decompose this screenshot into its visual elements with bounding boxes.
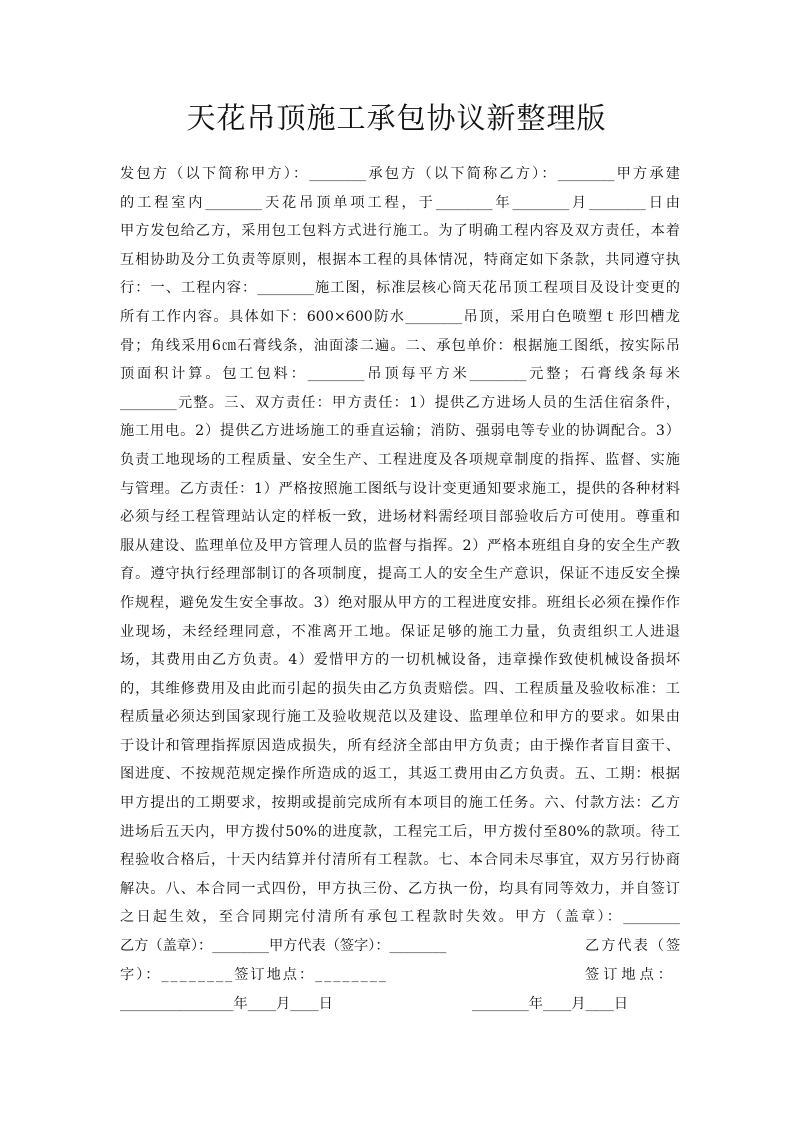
- body-line: 程验收合格后，十天内结算并付清所有工程款。七、本合同未尽事宜，双方另行协商: [120, 852, 680, 869]
- body-line: 甲方发包给乙方，采用包工包料方式进行施工。为了明确工程内容及双方责任，本着: [120, 223, 680, 240]
- body-line: 必须与经工程管理站认定的样板一致，进场材料需经项目部验收后方可使用。尊重和: [120, 509, 680, 526]
- body-line: 于设计和管理指挥原因造成损失，所有经济全部由甲方负责；由于操作者盲目蛮干、: [120, 737, 680, 754]
- body-line: 图进度、不按规范规定操作所造成的返工，其返工费用由乙方负责。五、工期：根据: [120, 766, 680, 783]
- body-line: 服从建设、监理单位及甲方管理人员的监督与指挥。2）严格本班组自身的安全生产教: [120, 537, 680, 554]
- document-body: [120, 160, 680, 932]
- body-line: 发包方（以下简称甲方）：________承包方（以下简称乙方）：________甲方承建: [120, 166, 680, 182]
- body-line: 场，其费用由乙方负责。4）爱惜甲方的一切机械设备，违章操作致使机械设备损坏: [120, 652, 680, 669]
- document-title: 天花吊顶施工承包协议新整理版: [186, 101, 607, 135]
- signature-date-right: ________年____月____日: [472, 996, 629, 1012]
- body-line: 行：一、工程内容：________施工图，标准层核心筒天花吊顶工程项目及设计变更的: [120, 280, 680, 297]
- body-line: 之日起生效，至合同期完付清所有承包工程款时失效。甲方（盖章）：________: [120, 909, 680, 926]
- body-line: 所有工作内容。具体如下：600×600防水________吊顶，采用白色喷塑ｔ形凹槽龙: [120, 308, 680, 325]
- signature-row-3: [120, 990, 680, 1019]
- body-line: 进场后五天内，甲方拨付50%的进度款，工程完工后，甲方拨付至80%的款项。待工: [120, 823, 680, 840]
- body-line: 程质量必须达到国家现行施工及验收规范以及建设、监理单位和甲方的要求。如果由: [120, 709, 680, 726]
- body-line: 的工程室内________天花吊顶单项工程，于________年________月________日由: [120, 194, 680, 211]
- body-line: 与管理。乙方责任：1）严格按照施工图纸与设计变更通知要求施工，提供的各种材料: [120, 480, 680, 497]
- signature-row-2: [120, 961, 680, 990]
- body-line: 施工用电。2）提供乙方进场施工的垂直运输；消防、强弱电等专业的协调配合。3）: [120, 423, 680, 440]
- body-line: ________元整。三、双方责任：甲方责任：1）提供乙方进场人员的生活住宿条件，: [120, 394, 680, 411]
- signature-signing-place-left: 字）：________签订地点：________: [120, 967, 388, 983]
- body-line: 业现场，未经经理同意，不准离开工地。保证足够的施工力量，负责组织工人进退: [120, 623, 680, 640]
- signature-party-b-seal: 乙方（盖章）：________甲方代表（签字）：________: [120, 938, 447, 954]
- signature-row-1: [120, 932, 683, 961]
- body-line: 甲方提出的工期要求，按期或提前完成所有本项目的施工任务。六、付款方法：乙方: [120, 795, 680, 812]
- signature-date-left: ________________年____月____日: [120, 996, 333, 1012]
- body-line: 的，其维修费用及由此而引起的损失由乙方负责赔偿。四、工程质量及验收标准：工: [120, 680, 680, 697]
- body-line: 互相协助及分工负责等原则，根据本工程的具体情况，特商定如下条款，共同遵守执: [120, 251, 680, 268]
- body-line: 骨；角线采用6㎝石膏线条，油面漆二遍。二、承包单价：根据施工图纸，按实际吊: [120, 337, 680, 354]
- signature-signing-place-right: 签订地点：: [585, 967, 676, 983]
- body-line: 育。遵守执行经理部制订的各项制度，提高工人的安全生产意识，保证不违反安全操: [120, 566, 680, 583]
- signature-party-b-rep: 乙方代表（签: [585, 938, 683, 954]
- body-line: 作规程，避免发生安全事故。3）绝对服从甲方的工程进度安排。班组长必须在操作作: [120, 594, 680, 611]
- body-line: 解决。八、本合同一式四份，甲方执三份、乙方执一份，均具有同等效力，并自签订: [120, 880, 680, 897]
- body-line: 负责工地现场的工程质量、安全生产、工程进度及各项规章制度的指挥、监督、实施: [120, 451, 680, 468]
- body-line: 顶面积计算。包工包料：________吊顶每平方米________元整；石膏线条每米: [120, 366, 680, 383]
